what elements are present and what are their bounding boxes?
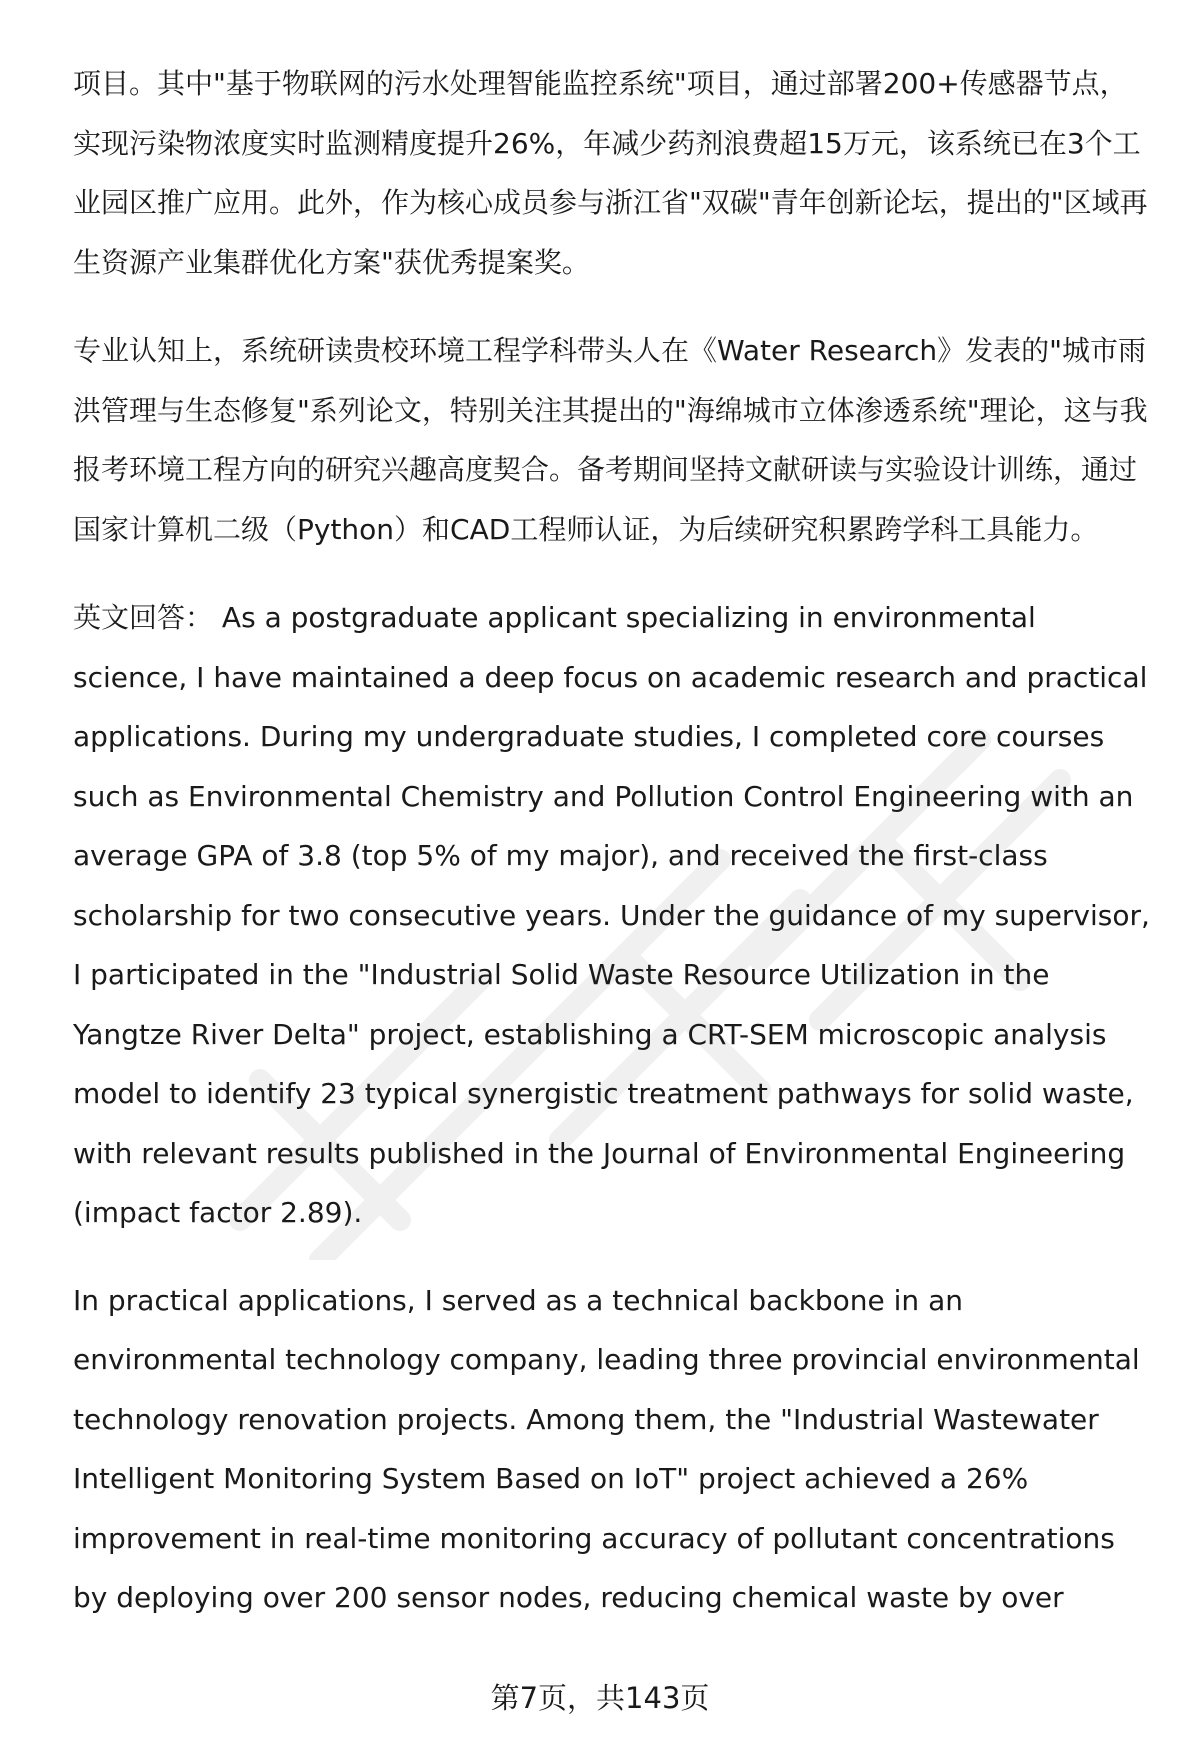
english-answer-label: 英文回答：: [73, 601, 214, 634]
english-answer-body: As a postgraduate applicant specializing in environmental science, I have maintained a deep focus on academic research and practical applications. During my undergraduate studies, I completed core courses such as Environmental Chemistry and Pollution Control Engineering with an average GPA of 3.8 (top 5% of my major), and received the first-class scholarship for two consecutive years. Under the guidance of my supervisor, I participated in the "Industrial Solid Waste Resource Utilization in the Yangtze River Delta" project, establishing a CRT-SEM microscopic analysis model to identify 23 typical synergistic treatment pathways for solid waste, with relevant results published in the Journal of Environmental Engineering (impact factor 2.89).: [73, 601, 1150, 1229]
document-body: [73, 54, 1153, 1628]
page-number: 第7页，共143页: [490, 1681, 710, 1715]
paragraph-chinese-projects: 项目。其中"基于物联网的污水处理智能监控系统"项目，通过部署200+传感器节点，实现污染物浓度实时监测精度提升26%，年减少药剂浪费超15万元，该系统已在3个工业园区推广应用。此外，作为核心成员参与浙江省"双碳"青年创新论坛，提出的"区域再生资源产业集群优化方案"获优秀提案奖。: [73, 67, 1148, 279]
paragraph-english-practical: In practical applications, I served as a technical backbone in an environmental technology company, leading three provincial environmental technology renovation projects. Among them, the "Industrial Wastewater Intelligent Monitoring System Based on IoT" project achieved a 26% improvement in real-time monitoring accuracy of pollutant concentrations by deploying over 200 sensor nodes, reducing chemical waste by over: [73, 1283, 1140, 1614]
paragraph-english-answer: [73, 588, 1153, 1243]
paragraph-chinese-professional: 专业认知上，系统研读贵校环境工程学科带头人在《Water Research》发表的"城市雨洪管理与生态修复"系列论文，特别关注其提出的"海绵城市立体渗透系统"理论，这与我报考环境工程方向的研究兴趣高度契合。备考期间坚持文献研读与实验设计训练，通过国家计算机二级（Python）和CAD工程师认证，为后续研究积累跨学科工具能力。: [73, 334, 1148, 546]
